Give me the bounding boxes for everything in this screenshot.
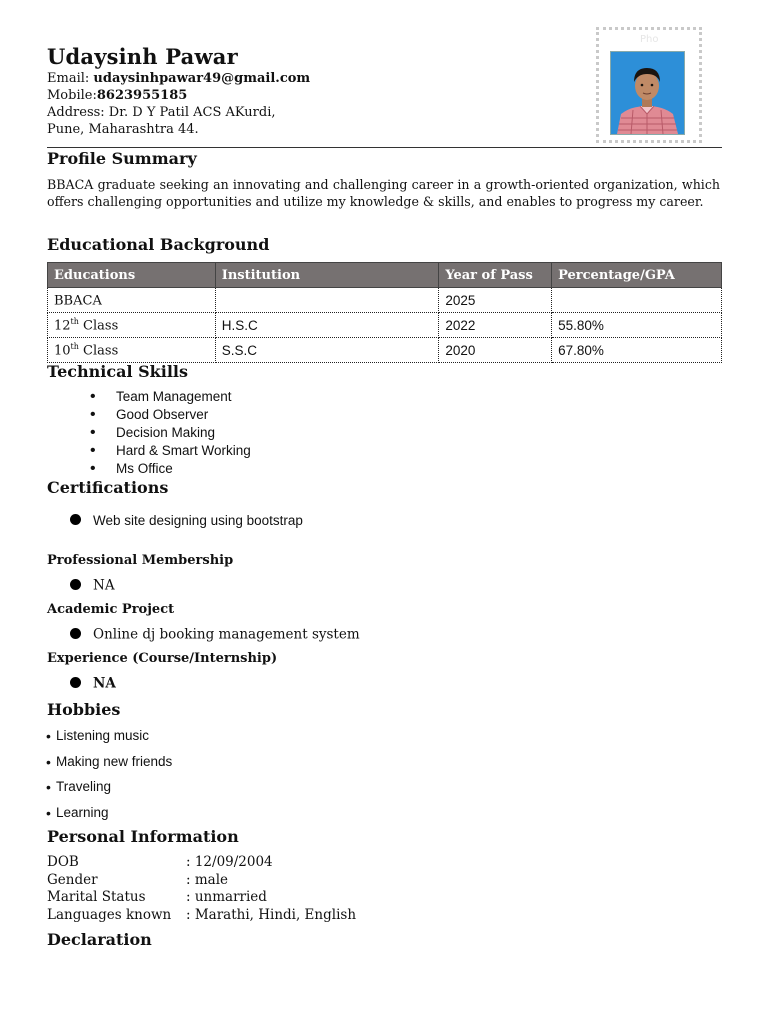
skills-heading: Technical Skills (47, 362, 188, 381)
list-item: • Team Management (88, 388, 251, 406)
personal-info-heading: Personal Information (47, 827, 239, 846)
list-item: • Decision Making (88, 424, 251, 442)
personal-info-row (47, 907, 356, 925)
declaration-heading: Declaration (47, 930, 152, 949)
mobile-label: Mobile: (47, 88, 97, 103)
info-label: DOB (47, 854, 79, 870)
list-item: • Ms Office (88, 460, 251, 478)
email-line (47, 70, 310, 87)
column-header: Year of Pass (439, 263, 552, 288)
skills-list (88, 388, 251, 478)
year-cell: 2022 (439, 313, 552, 338)
personal-info-row (47, 889, 356, 907)
year-cell: 2020 (439, 338, 552, 363)
profile-summary-text: BBACA graduate seeking an innovating and challenging career in a growth-oriented organization, which offers challenging opportunities and utilize my knowledge & skills, and enables to progress my career. (47, 177, 720, 209)
personal-info-row (47, 854, 356, 872)
mobile-value: 8623955185 (96, 88, 188, 103)
info-label: Languages known (47, 906, 172, 923)
education-table (47, 262, 722, 363)
education-cell: 12th Class (48, 313, 216, 338)
institution-cell (215, 288, 439, 313)
bullet-icon (70, 579, 81, 590)
percentage-cell (552, 288, 722, 313)
address-line-1: Address: Dr. D Y Patil ACS AKurdi, (47, 105, 276, 120)
education-heading: Educational Background (47, 235, 270, 254)
info-label: Gender (47, 871, 98, 888)
list-item: NA (70, 675, 116, 692)
list-item: • Hard & Smart Working (88, 442, 251, 460)
table-row (48, 338, 722, 363)
email-label: Email: (47, 71, 94, 86)
education-cell: BBACA (48, 288, 216, 313)
academic-project-heading: Academic Project (47, 602, 175, 617)
info-value: : unmarried (186, 889, 267, 905)
contact-block (47, 70, 310, 138)
personal-info-row (47, 872, 356, 890)
list-item: • Making new friends (46, 752, 172, 778)
info-value: : 12/09/2004 (186, 854, 273, 870)
percentage-cell: 55.80% (552, 313, 722, 338)
percentage-cell: 67.80% (552, 338, 722, 363)
list-item: Web site designing using bootstrap (70, 512, 303, 528)
info-value: : male (186, 871, 228, 888)
header-divider (47, 147, 722, 148)
profile-photo (610, 51, 685, 135)
membership-heading: Professional Membership (47, 553, 234, 568)
profile-summary-heading: Profile Summary (47, 149, 197, 168)
table-row (48, 313, 722, 338)
bullet-icon (70, 677, 81, 688)
column-header: Educations (48, 263, 216, 288)
address-line-2: Pune, Maharashtra 44. (47, 122, 199, 137)
experience-heading: Experience (Course/Internship) (47, 651, 278, 666)
list-item: • Listening music (46, 726, 172, 752)
column-header: Institution (215, 263, 439, 288)
person-photo-icon (611, 52, 684, 134)
institution-cell: H.S.C (215, 313, 439, 338)
list-item: • Good Observer (88, 406, 251, 424)
education-table-header (48, 263, 722, 288)
info-value: : Marathi, Hindi, English (186, 906, 357, 923)
certifications-heading: Certifications (47, 478, 169, 497)
hobbies-list (46, 726, 172, 828)
list-item: • Learning (46, 803, 172, 829)
bullet-icon (70, 514, 81, 525)
personal-info-block (47, 854, 356, 924)
photo-placeholder-text: Pho (640, 34, 659, 45)
candidate-name: Udaysinh Pawar (47, 44, 238, 69)
column-header: Percentage/GPA (552, 263, 722, 288)
table-row (48, 288, 722, 313)
list-item: • Traveling (46, 777, 172, 803)
email-value: udaysinhpawar49@gmail.com (93, 71, 311, 86)
bullet-icon (70, 628, 81, 639)
education-cell: 10th Class (48, 338, 216, 363)
institution-cell: S.S.C (215, 338, 439, 363)
year-cell: 2025 (439, 288, 552, 313)
list-item: Online dj booking management system (70, 626, 360, 643)
info-label: Marital Status (47, 889, 146, 905)
list-item: NA (70, 577, 115, 594)
mobile-line (47, 87, 310, 104)
hobbies-heading: Hobbies (47, 700, 121, 719)
